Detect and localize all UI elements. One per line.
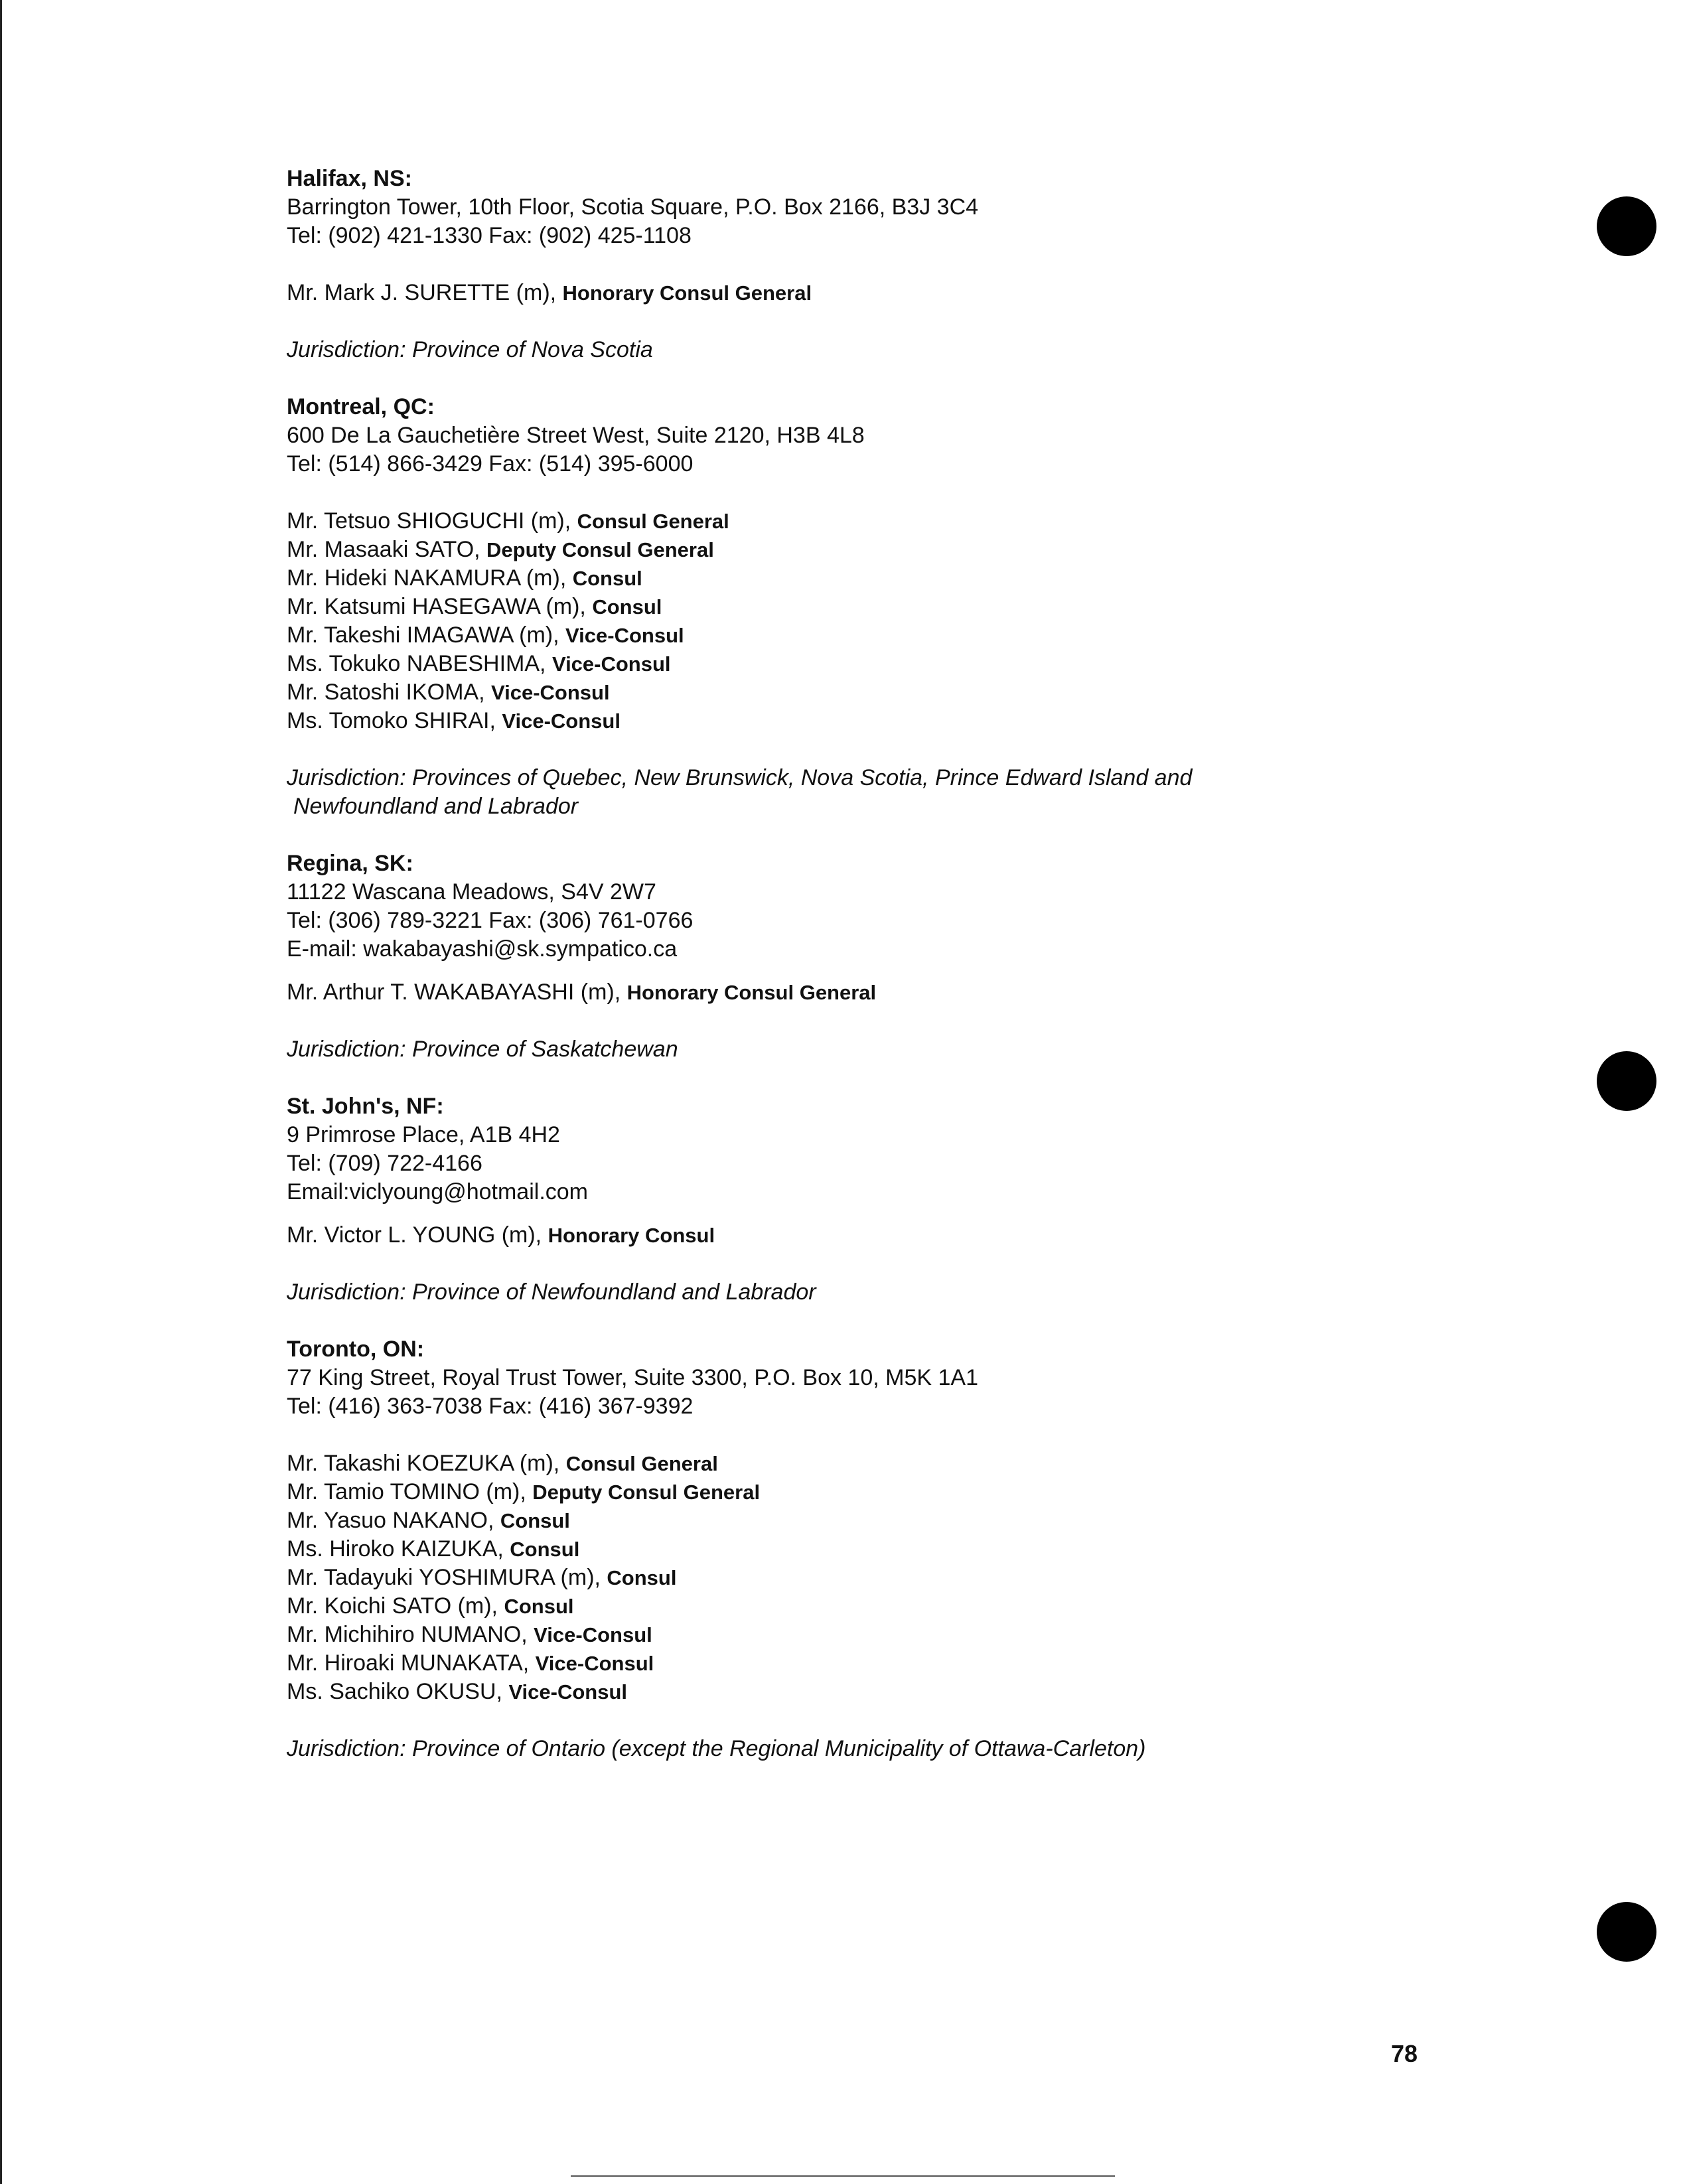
staff-entry: [287, 593, 1534, 621]
staff-name: Mr. Hideki NAKAMURA (m),: [287, 565, 567, 591]
staff-entry: [287, 621, 1534, 650]
staff-name: Mr. Masaaki SATO,: [287, 537, 480, 562]
staff-entry: [287, 1221, 1534, 1250]
office-address: Barrington Tower, 10th Floor, Scotia Square, P.O. Box 2166, B3J 3C4: [287, 194, 979, 220]
office-phone: Tel: (514) 866-3429 Fax: (514) 395-6000: [287, 451, 694, 476]
office-city: Halifax, NS:: [287, 166, 412, 191]
office-jurisdiction: Jurisdiction: Province of Ontario (except the Regional Municipality of Ottawa-Carleton): [287, 1736, 1146, 1761]
staff-name: Mr. Victor L. YOUNG (m),: [287, 1222, 542, 1248]
staff-title: Deputy Consul General: [486, 538, 714, 561]
staff-name: Mr. Tetsuo SHIOGUCHI (m),: [287, 508, 571, 534]
staff-name: Mr. Tadayuki YOSHIMURA (m),: [287, 1565, 601, 1590]
office-toronto: [287, 1335, 1534, 1763]
staff-name: Mr. Hiroaki MUNAKATA,: [287, 1650, 530, 1676]
office-jurisdiction: [287, 764, 1534, 821]
staff-name: Mr. Michihiro NUMANO,: [287, 1622, 528, 1647]
office-city: St. John's, NF:: [287, 1094, 444, 1119]
staff-title: Vice-Consul: [534, 1623, 652, 1646]
staff-name: Ms. Hiroko KAIZUKA,: [287, 1536, 504, 1562]
staff-name: Mr. Mark J. SURETTE (m),: [287, 280, 557, 305]
staff-entry: [287, 1649, 1534, 1678]
staff-name: Mr. Katsumi HASEGAWA (m),: [287, 594, 586, 619]
staff-name: Mr. Satoshi IKOMA,: [287, 680, 485, 705]
staff-title: Consul General: [565, 1452, 718, 1475]
staff-entry: [287, 1478, 1534, 1506]
staff-name: Ms. Sachiko OKUSU,: [287, 1679, 502, 1704]
staff-name: Mr. Tamio TOMINO (m),: [287, 1479, 526, 1504]
staff-name: Mr. Takeshi IMAGAWA (m),: [287, 622, 559, 648]
staff-title: Consul: [607, 1566, 677, 1589]
binder-hole-icon: [1597, 196, 1656, 256]
staff-entry: [287, 1678, 1534, 1706]
office-city: Montreal, QC:: [287, 394, 435, 419]
staff-title: Consul: [500, 1509, 570, 1532]
staff-entry: [287, 1449, 1534, 1478]
office-jurisdiction: Jurisdiction: Province of Saskatchewan: [287, 1037, 678, 1062]
bottom-scan-rule: [571, 2175, 1115, 2177]
staff-entry: [287, 1621, 1534, 1649]
staff-entry: [287, 536, 1534, 564]
staff-title: Honorary Consul General: [562, 281, 812, 305]
staff-title: Vice-Consul: [565, 624, 684, 647]
staff-name: Mr. Yasuo NAKANO,: [287, 1508, 494, 1533]
staff-entry: [287, 507, 1534, 536]
office-phone: Tel: (709) 722-4166: [287, 1151, 482, 1176]
staff-title: Honorary Consul General: [626, 981, 877, 1004]
staff-title: Consul: [592, 595, 662, 619]
office-address: 11122 Wascana Meadows, S4V 2W7: [287, 879, 656, 905]
staff-name: Ms. Tokuko NABESHIMA,: [287, 651, 546, 676]
office-phone: Tel: (416) 363-7038 Fax: (416) 367-9392: [287, 1394, 694, 1419]
staff-entry: [287, 978, 1534, 1007]
office-montreal: [287, 393, 1534, 821]
office-email: E-mail: wakabayashi@sk.sympatico.ca: [287, 936, 678, 962]
office-phone: Tel: (306) 789-3221 Fax: (306) 761-0766: [287, 908, 694, 933]
staff-entry: [287, 678, 1534, 707]
staff-title: Deputy Consul General: [532, 1481, 761, 1504]
staff-entry: [287, 1592, 1534, 1621]
staff-title: Vice-Consul: [490, 681, 610, 704]
staff-entry: [287, 1564, 1534, 1592]
staff-title: Consul: [510, 1538, 580, 1561]
staff-entry: [287, 707, 1534, 735]
staff-title: Vice-Consul: [508, 1680, 628, 1704]
office-regina: [287, 849, 1534, 1064]
left-margin-line: [0, 0, 2, 2184]
staff-name: Mr. Koichi SATO (m),: [287, 1593, 498, 1619]
binder-hole-icon: [1597, 1902, 1656, 1962]
staff-entry: [287, 279, 1534, 307]
office-city: Toronto, ON:: [287, 1337, 425, 1362]
office-email: Email:viclyoung@hotmail.com: [287, 1179, 589, 1204]
office-address: 77 King Street, Royal Trust Tower, Suite 3300, P.O. Box 10, M5K 1A1: [287, 1365, 978, 1390]
staff-title: Consul General: [577, 510, 729, 533]
office-halifax: [287, 165, 1534, 364]
page-number: 78: [1391, 2040, 1418, 2067]
office-jurisdiction: Jurisdiction: Province of Newfoundland and Labrador: [287, 1279, 816, 1305]
binder-hole-icon: [1597, 1051, 1656, 1111]
staff-name: Mr. Takashi KOEZUKA (m),: [287, 1451, 560, 1476]
staff-entry: [287, 650, 1534, 678]
staff-entry: [287, 564, 1534, 593]
staff-title: Vice-Consul: [502, 709, 621, 733]
office-address: 9 Primrose Place, A1B 4H2: [287, 1122, 560, 1147]
staff-name: Ms. Tomoko SHIRAI,: [287, 708, 496, 733]
office-address: 600 De La Gauchetière Street West, Suite 2120, H3B 4L8: [287, 423, 865, 448]
jurisdiction-line: Jurisdiction: Provinces of Quebec, New Brunswick, Nova Scotia, Prince Edward Island and: [287, 765, 1193, 790]
office-city: Regina, SK:: [287, 851, 413, 876]
staff-title: Vice-Consul: [535, 1652, 654, 1675]
staff-entry: [287, 1535, 1534, 1564]
office-st-johns: [287, 1092, 1534, 1307]
staff-title: Consul: [504, 1595, 574, 1618]
jurisdiction-line: Newfoundland and Labrador: [293, 794, 579, 819]
staff-title: Honorary Consul: [548, 1224, 715, 1247]
staff-name: Mr. Arthur T. WAKABAYASHI (m),: [287, 980, 621, 1005]
staff-title: Vice-Consul: [551, 652, 671, 676]
consulate-listing: [287, 165, 1534, 1763]
staff-title: Consul: [572, 567, 642, 590]
office-phone: Tel: (902) 421-1330 Fax: (902) 425-1108: [287, 223, 692, 248]
staff-entry: [287, 1506, 1534, 1535]
office-jurisdiction: Jurisdiction: Province of Nova Scotia: [287, 337, 653, 362]
